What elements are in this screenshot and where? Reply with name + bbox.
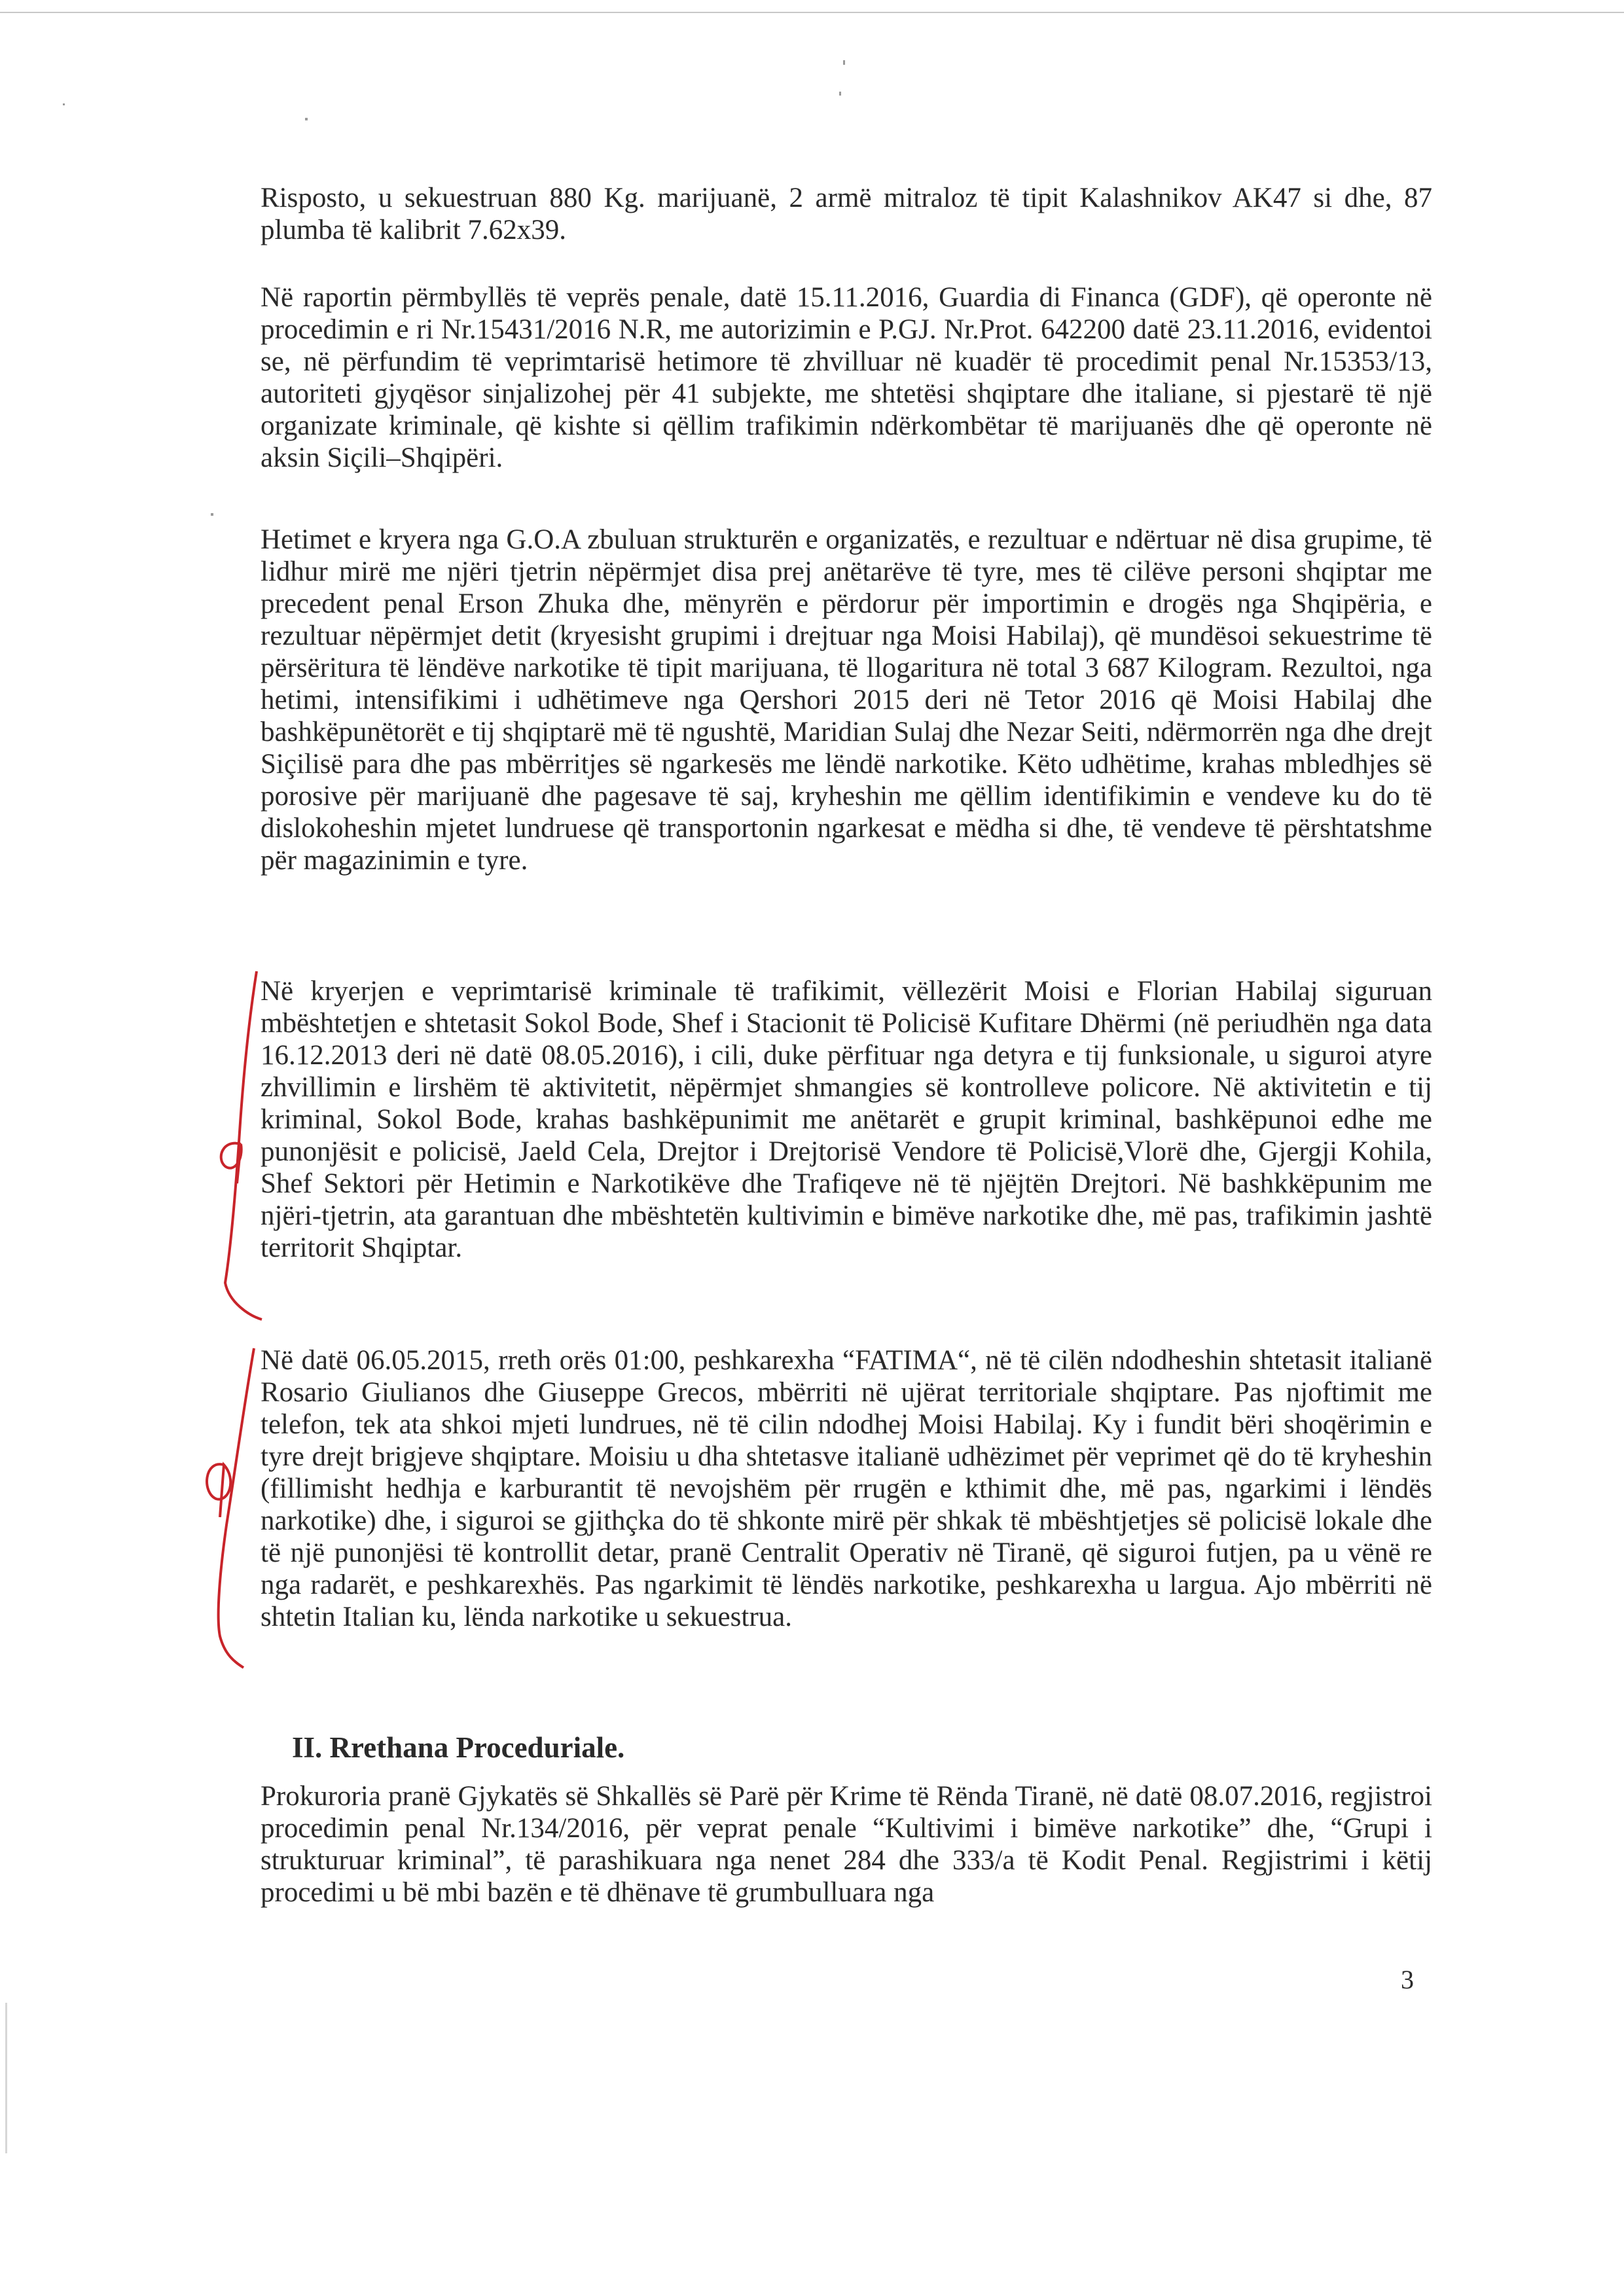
paragraph-seizure: Risposto, u sekuestruan 880 Kg. marijuanë, 2 armë mitraloz të tipit Kalashnikov AK47 si dhe, 87 plumba të kalibrit 7.62x39. bbox=[261, 183, 1432, 245]
section-heading: II. Rrethana Proceduriale. bbox=[292, 1731, 625, 1764]
paragraph-procedural: Prokuroria pranë Gjykatës së Shkallës së Parë për Krime të Rënda Tiranë, në datë 08.07.2016, regjistroi procedimin penal Nr.134/2016, për veprat penale “Kultivimi i bimëve narkotike” dhe, “Grupi i strukturuar kriminal”, të parashikuara nga nenet 284 dhe 333/a të Kodit Penal. Regjistrimi i këtij procedimi u bë mbi bazën e të dhënave të grumbulluara nga bbox=[261, 1781, 1432, 1908]
paragraph-sokol-bode: Në kryerjen e veprimtarisë kriminale të trafikimit, vëllezërit Moisi e Florian Habilaj siguruan mbështetjen e shtetasit Sokol Bode, Shef i Stacionit të Policisë Kufitare Dhërmi (në periudhën nga data 16.12.2013 deri në datë 08.05.2016), i cili, duke përfituar nga detyra e tij funksionale, u siguroi atyre zhvillimin e lirshëm të aktivitetit, nëpërmjet shmangies së kontrolleve policore. Në aktivitetin e tij kriminal, Sokol Bode, krahas bashkëpunimit me anëtarët e grupit kriminal, bashkëpunoi edhe me punonjësit e policisë, Jaeld Cela, Drejtor i Drejtorisë Vendore të Policisë,Vlorë dhe, Gjergji Kohila, Shef Sektori për Hetimin e Narkotikëve dhe Trafiqeve në të njëjtën Drejtori. Në bashkkëpunim me njëri-tjetrin, ata garantuan dhe mbështetën kultivimin e bimëve narkotike dhe, më pas, trafikimin jashtë territorit Shqiptar. bbox=[261, 976, 1432, 1263]
page-number: 3 bbox=[1401, 1965, 1414, 1994]
margin-q-mark-2 bbox=[207, 1464, 230, 1517]
margin-bracket-2 bbox=[219, 1348, 254, 1668]
margin-bracket-1 bbox=[225, 971, 262, 1319]
paragraph-fatima-boat: Në datë 06.05.2015, rreth orës 01:00, peshkarexha “FATIMA“, në të cilën ndodheshin shtetasit italianë Rosario Giulianos dhe Giuseppe Grecos, mbërriti në ujërat territoriale shqiptare. Pas njoftimit me telefon, tek ata shkoi mjeti lundrues, në të cilin ndodhej Moisi Habilaj. Ky i fundit bëri shoqërimin e tyre drejt brigjeve shqiptare. Moisiu u dha shtetasve italianë udhëzimet për veprimet që do të kryheshin (fillimisht hedhja e karburantit të nevojshëm për rrugën e kthimit dhe, më pas, ngarkimi i lëndës narkotike) dhe, i siguroi se gjithçka do të shkonte mirë për shkak të mbështjetjes së policisë lokale dhe të një punonjësi të kontrollit detar, pranë Centralit Operativ në Tiranë, që siguroi futjen, pa u vënë re nga radarët, e peshkarexhës. Pas ngarkimit të lëndës narkotike, peshkarexha u largua. Ajo mbërriti në shtetin Italian ku, lënda narkotike u sekuestrua. bbox=[261, 1345, 1432, 1632]
paragraph-goa-investigation: Hetimet e kryera nga G.O.A zbuluan strukturën e organizatës, e rezultuar e ndërtuar në disa grupime, të lidhur mirë me njëri tjetrin nëpërmjet disa prej anëtarëve të tyre, mes të cilëve personi shqiptar me precedent penal Erson Zhuka dhe, mënyrën e përdorur për importimin e drogës nga Shqipëria, e rezultuar nëpërmjet detit (kryesisht grupimi i drejtuar nga Moisi Habilaj), që mundësoi sekuestrime të përsëritura të lëndëve narkotike të tipit marijuana, të llogaritura në total 3 687 Kilogram. Rezultoi, nga hetimi, intensifikimi i udhëtimeve nga Qershori 2015 deri në Tetor 2016 që Moisi Habilaj dhe bashkëpunëtorët e tij shqiptarë më të ngushtë, Maridian Sulaj dhe Nezar Seiti, ndërmorrën nga dhe drejt Siçilisë para dhe pas mbërritjes së ngarkesës me lëndë narkotike. Këto udhëtime, krahas mbledhjes së porosive për marijuanë dhe pagesave të saj, kryheshin me qëllim identifikimin e vendeve ku do të dislokoheshin mjetet lundruese që transportonin ngarkesat e mëdha si dhe, të vendeve të përshtatshme për magazinimin e tyre. bbox=[261, 524, 1432, 876]
paragraph-gdf-report: Në raportin përmbyllës të veprës penale, datë 15.11.2016, Guardia di Financa (GDF), që operonte në procedimin e ri Nr.15431/2016 N.R, me autorizimin e P.GJ. Nr.Prot. 642200 datë 23.11.2016, evidentoi se, në përfundim të veprimtarisë hetimore të zhvilluar në kuadër të procedimit penal Nr.15353/13, autoriteti gjyqësor sinjalizohej për 41 subjekte, me shtetësi shqiptare dhe italiane, si pjestarë të një organizate kriminale, që kishte si qëllim trafikimin ndërkombëtar të marijuanës dhe që operonte në aksin Siçili–Shqipëri. bbox=[261, 282, 1432, 473]
